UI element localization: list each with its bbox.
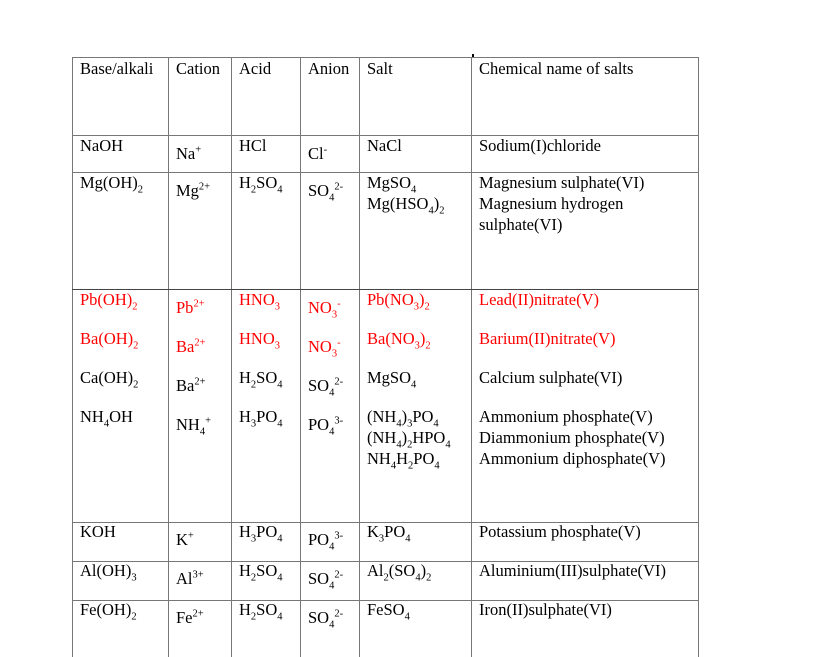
formula-subscript: 4 <box>415 572 421 584</box>
salt-cell <box>367 194 445 217</box>
formula-subscript: 4 <box>329 619 335 631</box>
formula-subscript: 2 <box>132 301 138 313</box>
formula-subscript: 3 <box>331 348 338 360</box>
formula-subscript: 4 <box>329 426 335 438</box>
column-rule <box>300 57 301 657</box>
formula-superscript: 2- <box>334 608 344 620</box>
salt-cell <box>367 136 402 156</box>
header-base: Base/alkali <box>80 59 154 78</box>
formula-subscript: 4 <box>329 192 335 204</box>
formula-text: NH <box>367 449 391 468</box>
name-cell: Magnesium hydrogen <box>479 194 624 213</box>
formula-text: Pb <box>176 298 194 317</box>
formula-text: SO <box>308 569 330 588</box>
formula-superscript: 2+ <box>193 298 205 310</box>
formula-subscript: 2 <box>137 184 143 196</box>
salt-cell <box>367 561 432 584</box>
anion-cell <box>308 337 341 360</box>
formula-text: Al <box>367 561 384 580</box>
formula-subscript: 2 <box>133 379 139 391</box>
column-rule <box>72 57 73 657</box>
formula-text: MgSO <box>367 368 412 387</box>
formula-text: Na <box>176 144 196 163</box>
name-cell: Diammonium phosphate(V) <box>479 428 665 447</box>
formula-subscript: 3 <box>131 572 137 584</box>
cation-cell <box>176 181 210 201</box>
formula-subscript: 4 <box>433 418 439 430</box>
formula-superscript: + <box>195 144 202 156</box>
formula-superscript: 3- <box>334 415 344 427</box>
formula-superscript: - <box>323 144 328 156</box>
formula-text: NH <box>176 415 200 434</box>
acid-cell <box>239 173 283 196</box>
salt-cell <box>367 522 411 545</box>
salt-cell <box>367 428 451 451</box>
acid-cell <box>239 522 283 545</box>
column-rule <box>359 57 360 657</box>
formula-subscript: 4 <box>277 611 283 623</box>
formula-subscript: 4 <box>277 533 283 545</box>
formula-text: SO <box>256 561 278 580</box>
formula-text: SO <box>256 600 278 619</box>
formula-text: (NH <box>367 428 397 447</box>
formula-text: SO <box>308 608 330 627</box>
formula-text: OH <box>109 407 133 426</box>
formula-text: HPO <box>412 428 446 447</box>
name-cell: Sodium(I)chloride <box>479 136 601 155</box>
formula-text: ) <box>420 561 427 580</box>
anion-cell <box>308 608 344 631</box>
formula-text: H <box>239 173 251 192</box>
formula-text: Mg(OH) <box>80 173 138 192</box>
cation-cell <box>176 530 194 550</box>
formula-subscript: 4 <box>396 418 402 430</box>
column-rule <box>471 57 472 657</box>
formula-subscript: 3 <box>414 340 420 352</box>
formula-text: SO <box>308 376 330 395</box>
formula-subscript: 4 <box>405 533 411 545</box>
formula-subscript: 3 <box>274 340 280 352</box>
formula-text: MgSO <box>367 173 412 192</box>
formula-text: PO <box>384 522 406 541</box>
acid-cell <box>239 600 283 623</box>
salt-cell <box>367 407 439 430</box>
formula-text: ) <box>401 428 408 447</box>
anion-cell <box>308 298 341 321</box>
formula-superscript: 2- <box>334 569 344 581</box>
formula-text: Mg <box>176 181 199 200</box>
formula-subscript: 4 <box>277 184 283 196</box>
column-rule <box>168 57 169 657</box>
formula-text: K <box>367 522 379 541</box>
salt-cell <box>367 173 417 196</box>
anion-cell <box>308 144 327 164</box>
formula-subscript: 3 <box>250 533 257 545</box>
formula-text: Pb(NO <box>367 290 414 309</box>
formula-text: Al(OH) <box>80 561 132 580</box>
formula-text: ) <box>419 329 426 348</box>
formula-text: PO <box>413 449 435 468</box>
formula-text: H <box>239 600 251 619</box>
formula-subscript: 2 <box>439 205 445 217</box>
formula-superscript: 2+ <box>198 181 211 193</box>
formula-subscript: 2 <box>133 340 139 352</box>
cation-cell <box>176 569 204 589</box>
formula-superscript: 2- <box>334 376 344 388</box>
base-cell <box>80 600 137 623</box>
formula-text: PO <box>412 407 434 426</box>
formula-subscript: 3 <box>274 301 280 313</box>
formula-text: Al <box>176 569 193 588</box>
formula-subscript: 4 <box>428 205 434 217</box>
anion-cell <box>308 181 344 204</box>
formula-subscript: 4 <box>329 580 335 592</box>
salt-cell <box>367 290 430 313</box>
formula-text: HNO <box>239 290 275 309</box>
base-cell <box>80 407 133 430</box>
acid-cell <box>239 368 283 391</box>
formula-text: Ca(OH) <box>80 368 134 387</box>
formula-superscript: 2+ <box>194 337 206 349</box>
formula-text: ) <box>419 290 425 309</box>
formula-superscript: 2+ <box>194 376 206 388</box>
formula-subscript: 2 <box>250 611 257 623</box>
formula-text: PO <box>308 530 330 549</box>
formula-subscript: 3 <box>250 418 257 430</box>
formula-text: ) <box>401 407 408 426</box>
formula-text: Pb(OH) <box>80 290 133 309</box>
formula-text: K <box>176 530 188 549</box>
row-rule <box>72 57 698 58</box>
formula-subscript: 3 <box>407 418 413 430</box>
formula-subscript: 4 <box>404 611 410 623</box>
formula-subscript: 3 <box>378 533 385 545</box>
formula-subscript: 4 <box>434 460 440 472</box>
formula-text: NaCl <box>367 136 402 155</box>
name-cell: Lead(II)nitrate(V) <box>479 290 600 309</box>
cation-cell <box>176 608 204 628</box>
salt-cell <box>367 449 440 472</box>
header-name: Chemical name of salts <box>479 59 634 78</box>
formula-text: Ba(NO <box>367 329 415 348</box>
formula-text: PO <box>256 407 278 426</box>
formula-text: FeSO <box>367 600 405 619</box>
acid-cell <box>239 136 267 156</box>
formula-subscript: 4 <box>390 460 397 472</box>
base-cell <box>80 290 138 313</box>
formula-superscript: 3+ <box>192 569 204 581</box>
formula-subscript: 4 <box>396 439 402 451</box>
formula-subscript: 2 <box>407 439 413 451</box>
header-anion: Anion <box>308 59 350 78</box>
formula-subscript: 4 <box>199 426 206 438</box>
formula-text: Mg(HSO <box>367 194 429 213</box>
formula-text: Fe <box>176 608 193 627</box>
acid-cell <box>239 290 280 313</box>
anion-cell <box>308 376 344 399</box>
formula-text: Ba(OH) <box>80 329 134 348</box>
formula-subscript: 2 <box>250 184 257 196</box>
acid-cell <box>239 561 283 584</box>
formula-text: HNO <box>239 329 275 348</box>
formula-subscript: 2 <box>424 301 430 313</box>
formula-text: HCl <box>239 136 267 155</box>
salt-cell <box>367 600 410 623</box>
formula-text: H <box>239 407 251 426</box>
formula-subscript: 3 <box>413 301 420 313</box>
formula-subscript: 4 <box>277 572 283 584</box>
formula-text: NH <box>80 407 104 426</box>
salt-cell <box>367 368 417 391</box>
formula-text: H <box>239 561 251 580</box>
anion-cell <box>308 569 344 592</box>
formula-subscript: 4 <box>103 418 110 430</box>
formula-subscript: 4 <box>411 184 417 196</box>
formula-subscript: 3 <box>331 309 338 321</box>
cation-cell <box>176 415 212 438</box>
name-cell: Aluminium(III)sulphate(VI) <box>479 561 666 580</box>
cation-cell <box>176 144 201 164</box>
name-cell: Potassium phosphate(V) <box>479 522 641 541</box>
formula-subscript: 2 <box>250 572 257 584</box>
formula-subscript: 2 <box>408 460 414 472</box>
cation-cell <box>176 337 206 357</box>
formula-text: H <box>396 449 409 468</box>
formula-subscript: 4 <box>329 541 335 553</box>
formula-superscript: + <box>187 530 194 542</box>
formula-subscript: 4 <box>277 379 283 391</box>
formula-text: ) <box>433 194 440 213</box>
salts-table <box>72 57 698 657</box>
formula-text: H <box>239 368 251 387</box>
formula-superscript: 2- <box>334 181 344 193</box>
name-cell: Ammonium phosphate(V) <box>479 407 653 426</box>
formula-text: (SO <box>388 561 416 580</box>
formula-text: SO <box>256 173 278 192</box>
formula-superscript: - <box>337 298 341 310</box>
salt-cell <box>367 329 431 352</box>
formula-text: SO <box>256 368 278 387</box>
formula-text: (NH <box>367 407 397 426</box>
name-cell: Ammonium diphosphate(V) <box>479 449 666 468</box>
formula-subscript: 2 <box>383 572 389 584</box>
cation-cell <box>176 298 205 318</box>
acid-cell <box>239 329 280 352</box>
formula-subscript: 2 <box>250 379 257 391</box>
formula-subscript: 4 <box>277 418 283 430</box>
formula-subscript: 2 <box>425 340 431 352</box>
column-rule <box>698 57 699 657</box>
formula-superscript: + <box>205 415 212 427</box>
name-cell: sulphate(VI) <box>479 215 563 234</box>
column-rule <box>231 57 232 657</box>
name-cell: Calcium sulphate(VI) <box>479 368 623 387</box>
anion-cell <box>308 415 344 438</box>
formula-text: PO <box>308 415 330 434</box>
base-cell <box>80 173 143 196</box>
base-cell <box>80 561 137 584</box>
base-cell <box>80 329 139 352</box>
header-salt: Salt <box>367 59 393 78</box>
formula-text: PO <box>256 522 278 541</box>
formula-text: NO <box>308 298 332 317</box>
formula-text: NO <box>308 337 332 356</box>
base-cell <box>80 522 116 542</box>
formula-text: Ba <box>176 376 195 395</box>
acid-cell <box>239 407 283 430</box>
formula-text: KOH <box>80 522 116 541</box>
formula-text: Fe(OH) <box>80 600 132 619</box>
formula-subscript: 4 <box>329 387 335 399</box>
header-acid: Acid <box>239 59 272 78</box>
formula-superscript: 2+ <box>192 608 204 620</box>
formula-superscript: - <box>337 337 341 349</box>
formula-subscript: 4 <box>411 379 417 391</box>
cation-cell <box>176 376 206 396</box>
formula-text: Cl <box>308 144 324 163</box>
name-cell: Barium(II)nitrate(V) <box>479 329 616 348</box>
base-cell <box>80 136 123 156</box>
formula-text: H <box>239 522 251 541</box>
formula-text: NaOH <box>80 136 124 155</box>
header-cation: Cation <box>176 59 220 78</box>
name-cell: Iron(II)sulphate(VI) <box>479 600 612 619</box>
anion-cell <box>308 530 344 553</box>
formula-subscript: 2 <box>426 572 432 584</box>
formula-subscript: 4 <box>445 439 451 451</box>
name-cell: Magnesium sulphate(VI) <box>479 173 645 192</box>
formula-text: Ba <box>176 337 195 356</box>
formula-superscript: 3- <box>334 530 344 542</box>
base-cell <box>80 368 139 391</box>
formula-text: SO <box>308 181 330 200</box>
formula-subscript: 2 <box>131 611 137 623</box>
